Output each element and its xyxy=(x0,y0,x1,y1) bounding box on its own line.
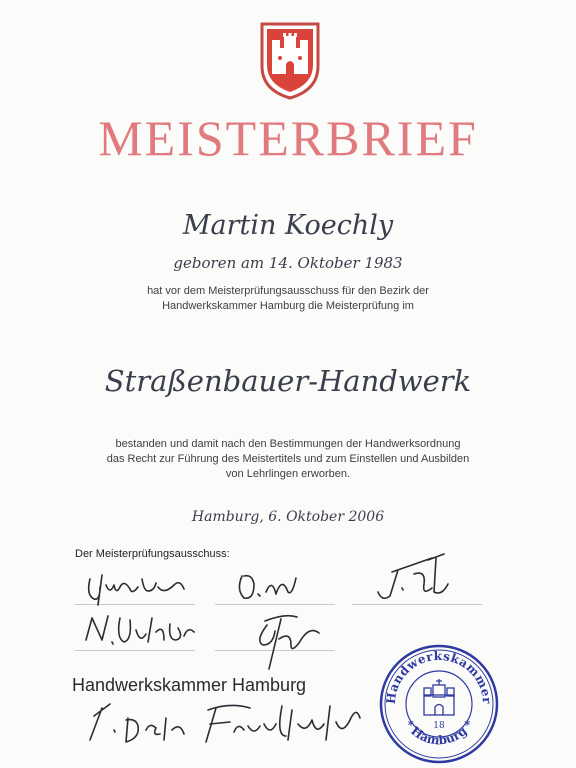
body-line: das Recht zur Führung des Meistertitels und zum Einstellen und Ausbilden xyxy=(106,453,470,465)
intro-line: Handwerkskammer Hamburg die Meisterprüfung im xyxy=(162,300,414,312)
signature xyxy=(80,696,370,750)
stamp-bottom-text: * Hamburg * xyxy=(401,717,477,748)
body-line: von Lehrlingen erworben. xyxy=(225,468,351,480)
stamp-castle-icon xyxy=(424,679,454,715)
intro-line: hat vor dem Meisterprüfungsausschuss für den Bezirk der xyxy=(147,285,429,297)
signature xyxy=(372,552,472,606)
signature xyxy=(245,605,335,675)
chamber-name: Handwerkskammer Hamburg xyxy=(72,675,307,695)
stamp-top-text: Handwerkskammer xyxy=(383,648,495,705)
body-line: bestanden und damit nach den Bestimmungen der Handwerksordnung xyxy=(115,438,461,450)
recipient-name: Martin Koechly xyxy=(182,210,394,241)
signature xyxy=(234,566,304,606)
committee-label: Der Meisterprüfungsausschuss: xyxy=(75,548,230,560)
birth-date: geboren am 14. Oktober 1983 xyxy=(173,254,403,272)
trade-name: Straßenbauer-Handwerk xyxy=(104,364,472,398)
certificate-title: MEISTERBRIEF xyxy=(98,110,478,166)
signature xyxy=(80,610,200,652)
place-and-date: Hamburg, 6. Oktober 2006 xyxy=(191,509,385,525)
handwerkskammer-stamp-seal xyxy=(378,643,500,765)
stamp-number: 18 xyxy=(433,721,445,731)
hamburg-coat-of-arms-icon xyxy=(258,20,322,100)
signature xyxy=(84,565,194,607)
